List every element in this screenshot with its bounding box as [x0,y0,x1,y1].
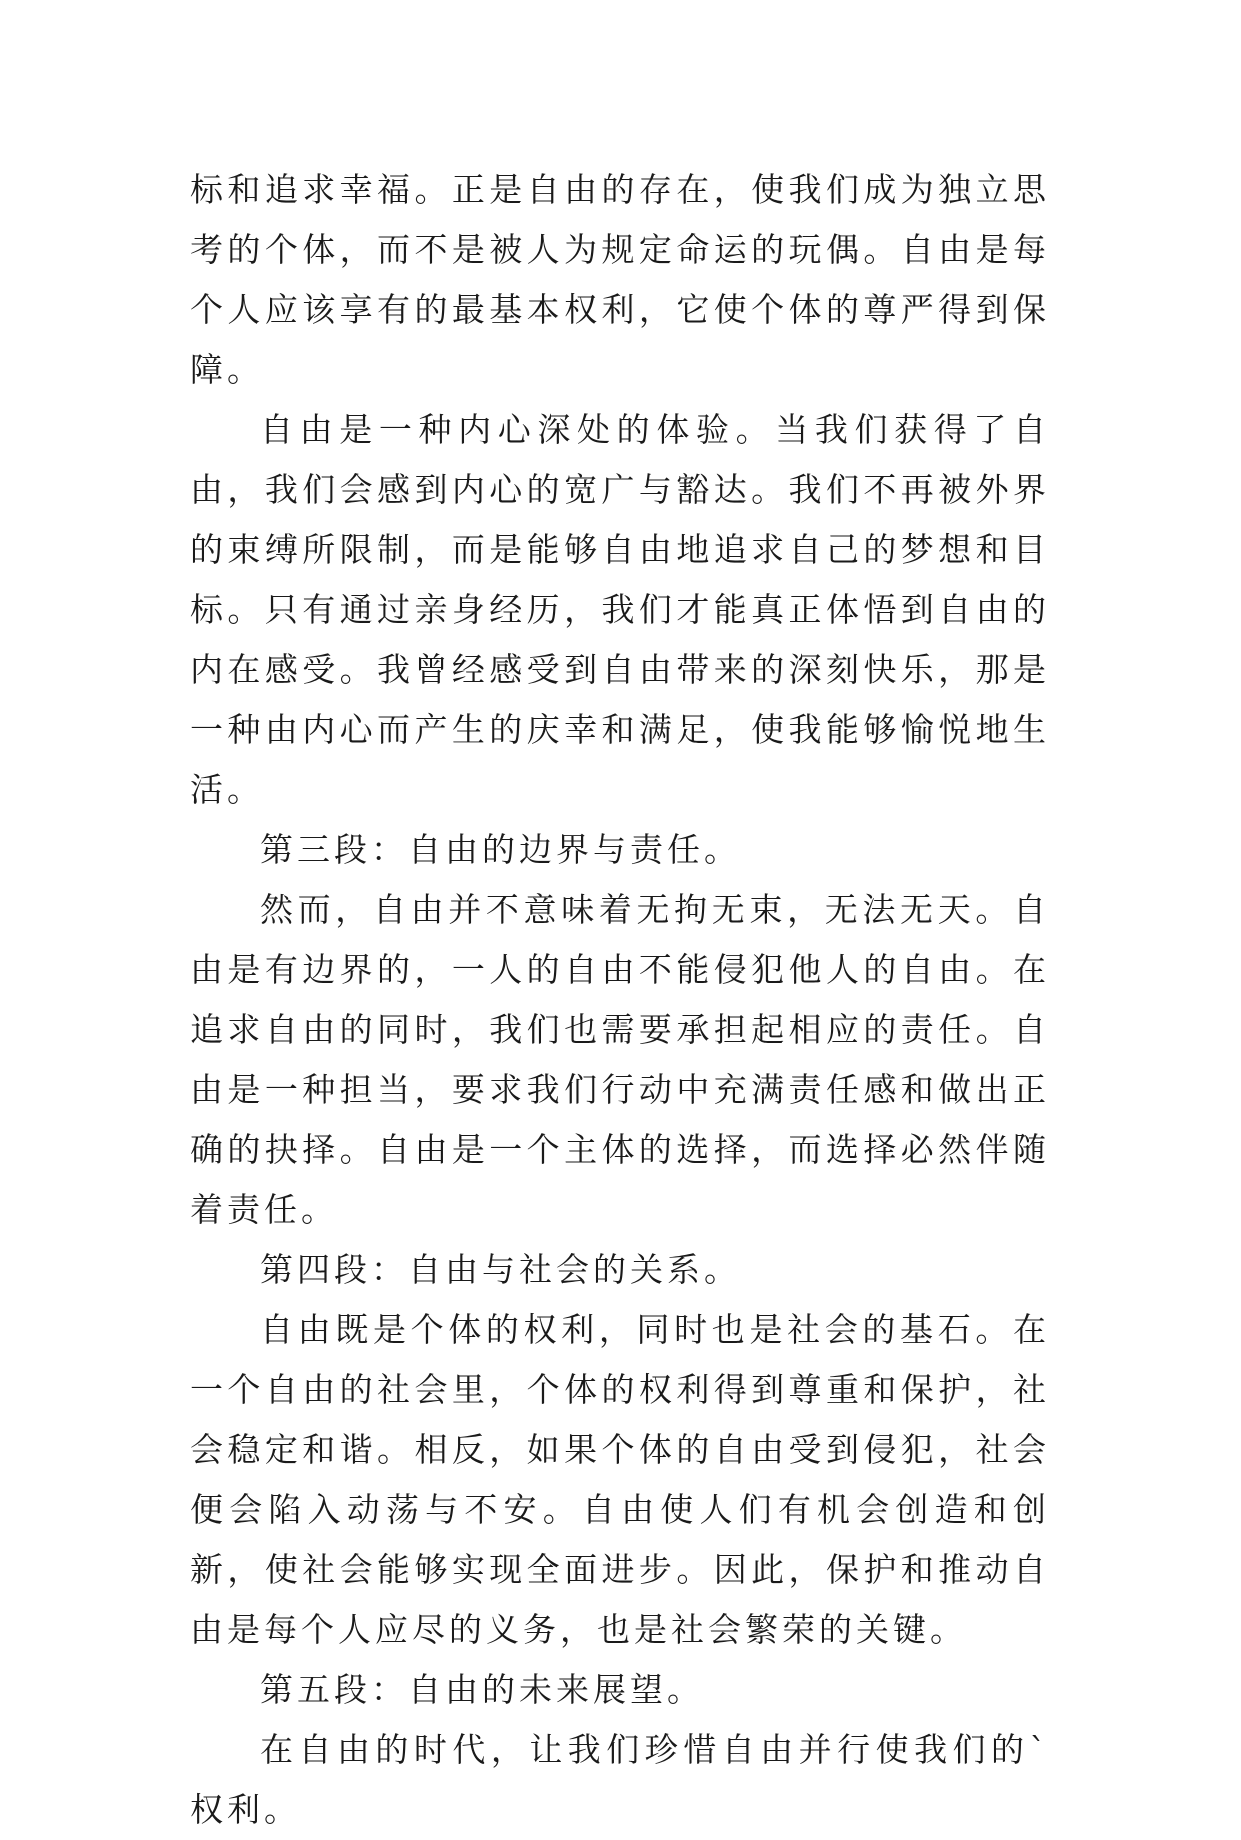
paragraph-inner-experience: 自由是一种内心深处的体验。当我们获得了自由，我们会感到内心的宽广与豁达。我们不再被外界的束缚所限制，而是能够自由地追求自己的梦想和目标。只有通过亲身经历，我们才能真正体悟到自由的内在感受。我曾经感受到自由带来的深刻快乐，那是一种由内心而产生的庆幸和满足，使我能够愉悦地生活。 [190,410,1050,809]
document-page [190,160,1050,1840]
paragraph-society: 自由既是个体的权利，同时也是社会的基石。在一个自由的社会里，个体的权利得到尊重和保护，社会稳定和谐。相反，如果个体的自由受到侵犯，社会便会陷入动荡与不安。自由使人们有机会创造和创新，使社会能够实现全面进步。因此，保护和推动自由是每个人应尽的义务，也是社会繁荣的关键。 [190,1310,1050,1649]
section-heading-4: 第四段：自由与社会的关系。 [260,1250,741,1289]
paragraph-future: 在自由的时代，让我们珍惜自由并行使我们的`权利。 [190,1730,1050,1829]
section-heading-5: 第五段：自由的未来展望。 [260,1670,704,1709]
paragraph-continuation: 标和追求幸福。正是自由的存在，使我们成为独立思考的个体，而不是被人为规定命运的玩偶。自由是每个人应该享有的最基本权利，它使个体的尊严得到保障。 [190,170,1050,389]
paragraph-boundaries: 然而，自由并不意味着无拘无束，无法无天。自由是有边界的，一人的自由不能侵犯他人的自由。在追求自由的同时，我们也需要承担起相应的责任。自由是一种担当，要求我们行动中充满责任感和做出正确的抉择。自由是一个主体的选择，而选择必然伴随着责任。 [190,890,1050,1229]
section-heading-3: 第三段：自由的边界与责任。 [260,830,741,869]
